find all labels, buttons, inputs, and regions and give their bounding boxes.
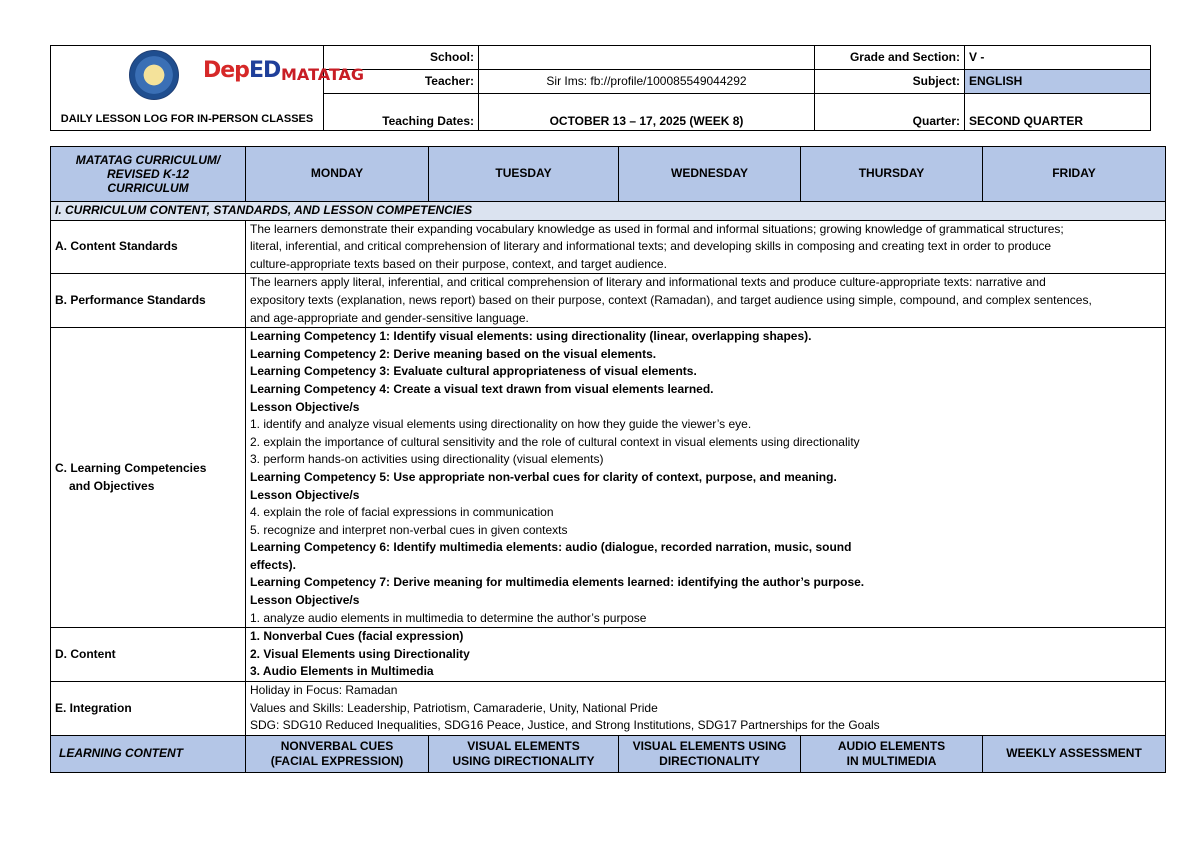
competency-line: Learning Competency 4: Create a visual text drawn from visual elements learned. — [250, 381, 714, 396]
section-title: I. CURRICULUM CONTENT, STANDARDS, AND LESSON COMPETENCIES — [51, 202, 1166, 221]
performance-standards-text: The learners apply literal, inferential, and critical comprehension of literary and informational texts and produce culture-appropriate texts: narrative and expository texts (explanation, news report) based on their purpose, context (Ramadan), and target audience using simple, compound, and complex sentences, and age-appropriate and gender-sensitive language. — [246, 274, 1166, 328]
objective-line: 1. identify and analyze visual elements using directionality on how they guide the viewer’s eye. — [250, 417, 752, 432]
learning-content-wednesday: VISUAL ELEMENTS USING DIRECTIONALITY — [619, 735, 801, 772]
subject-value: ENGLISH — [965, 69, 1151, 93]
competency-line: Lesson Objective/s — [250, 399, 360, 414]
day-wednesday: WEDNESDAY — [619, 147, 801, 202]
competencies-label: C. Learning Competencies and Objectives — [51, 328, 246, 628]
learning-content-label: LEARNING CONTENT — [51, 735, 246, 772]
day-tuesday: TUESDAY — [429, 147, 619, 202]
grade-label: Grade and Section: — [815, 46, 965, 70]
objective-line: 4. explain the role of facial expressions in communication — [250, 505, 554, 520]
content-text: 1. Nonverbal Cues (facial expression) 2. Visual Elements using Directionality 3. Audio Elements in Multimedia — [246, 628, 1166, 682]
competency-line: Learning Competency 6: Identify multimedia elements: audio (dialogue, recorded narration, music, sound — [250, 540, 852, 555]
matatag-logo: MATATAG — [281, 65, 365, 84]
quarter-value: SECOND QUARTER — [965, 93, 1151, 130]
objective-line: 1. analyze audio elements in multimedia to determine the author’s purpose — [250, 610, 647, 625]
learning-content-tuesday: VISUAL ELEMENTS USING DIRECTIONALITY — [429, 735, 619, 772]
curriculum-header: MATATAG CURRICULUM/ REVISED K-12 CURRICULUM — [51, 147, 246, 202]
deped-logo: DepED — [203, 58, 281, 83]
performance-standards-label: B. Performance Standards — [51, 274, 246, 328]
day-friday: FRIDAY — [983, 147, 1166, 202]
teacher-label: Teacher: — [324, 69, 479, 93]
day-monday: MONDAY — [246, 147, 429, 202]
content-standards-text: The learners demonstrate their expanding vocabulary knowledge as used in formal and informal situations; growing knowledge of grammatical structures; literal, inferential, and critical comprehension of literary and informational texts; and developing skills in composing and creating text in order to produce culture-appropriate texts based on their purpose, context, and target audience. — [246, 220, 1166, 274]
school-label: School: — [324, 46, 479, 70]
subject-label: Subject: — [815, 69, 965, 93]
integration-text: Holiday in Focus: Ramadan Values and Skills: Leadership, Patriotism, Camaraderie, Unity, National Pride SDG: SDG10 Reduced Inequalities, SDG16 Peace, Justice, and Strong Institutions, SDG17 Partnerships for the Goals — [246, 682, 1166, 736]
content-standards-label: A. Content Standards — [51, 220, 246, 274]
objective-line: 3. perform hands-on activities using directionality (visual elements) — [250, 452, 604, 467]
competencies-text — [246, 328, 1166, 628]
learning-content-monday: NONVERBAL CUES (FACIAL EXPRESSION) — [246, 735, 429, 772]
grade-value: V - — [965, 46, 1151, 70]
day-thursday: THURSDAY — [801, 147, 983, 202]
dll-title: DAILY LESSON LOG FOR IN-PERSON CLASSES — [60, 113, 314, 125]
competency-line: Learning Competency 2: Derive meaning based on the visual elements. — [250, 346, 657, 361]
school-value — [479, 46, 815, 70]
competency-line: Learning Competency 5: Use appropriate non-verbal cues for clarity of context, purpose, and meaning. — [250, 469, 837, 484]
integration-label: E. Integration — [51, 682, 246, 736]
learning-content-thursday: AUDIO ELEMENTS IN MULTIMEDIA — [801, 735, 983, 772]
competency-line: Lesson Objective/s — [250, 593, 360, 608]
dates-value: OCTOBER 13 – 17, 2025 (WEEK 8) — [479, 93, 815, 130]
competency-line: Lesson Objective/s — [250, 487, 360, 502]
content-label: D. Content — [51, 628, 246, 682]
header-table — [50, 45, 1151, 131]
competency-line: Learning Competency 3: Evaluate cultural appropriateness of visual elements. — [250, 364, 697, 379]
teacher-value: Sir Ims: fb://profile/100085549044292 — [479, 69, 815, 93]
lesson-log-table — [50, 146, 1166, 773]
quarter-label: Quarter: — [815, 93, 965, 130]
deped-seal-icon — [129, 50, 179, 100]
competency-line: effects). — [250, 557, 297, 572]
competency-line: Learning Competency 1: Identify visual elements: using directionality (linear, overlapping shapes). — [250, 329, 812, 344]
objective-line: 2. explain the importance of cultural sensitivity and the role of cultural context in visual elements using directionality — [250, 434, 860, 449]
logo-cell — [51, 46, 365, 131]
competency-line: Learning Competency 7: Derive meaning for multimedia elements learned: identifying the author’s purpose. — [250, 575, 865, 590]
objective-line: 5. recognize and interpret non-verbal cues in given contexts — [250, 522, 568, 537]
learning-content-friday: WEEKLY ASSESSMENT — [983, 735, 1166, 772]
dates-label: Teaching Dates: — [324, 93, 479, 130]
